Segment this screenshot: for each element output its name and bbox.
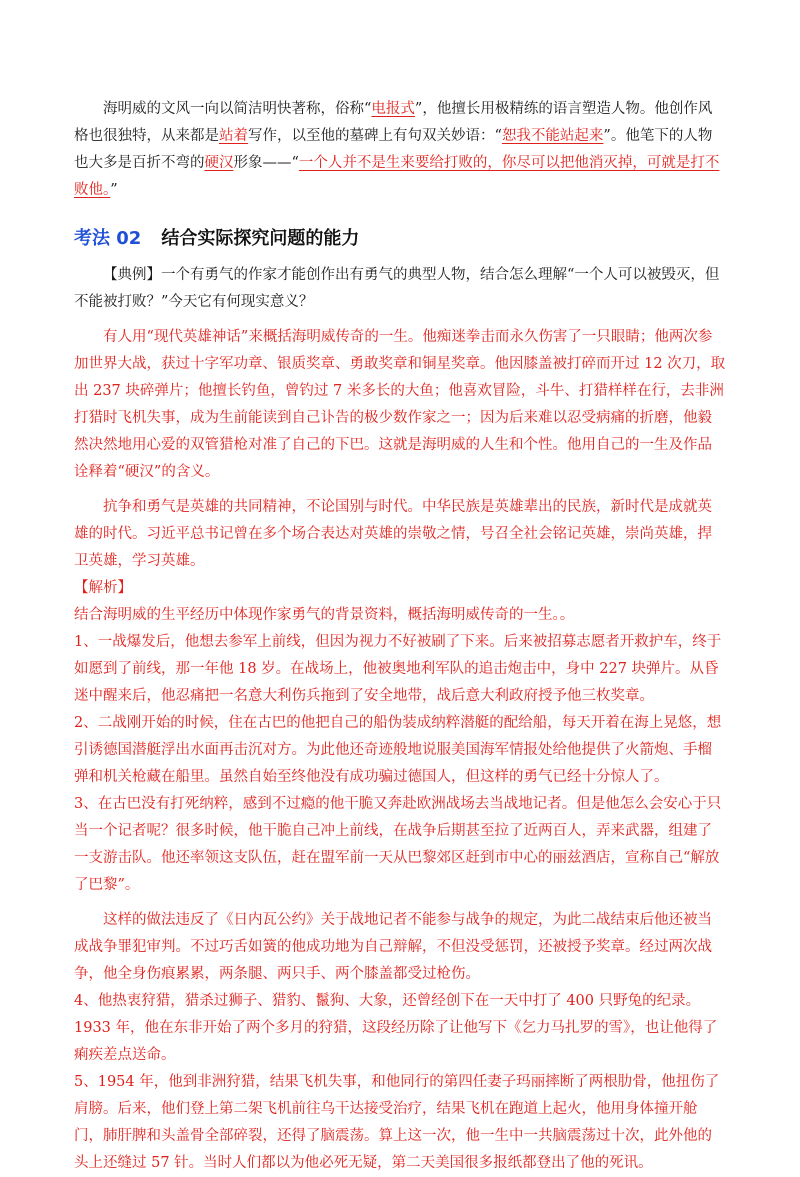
example-answer-paragraph-1: 有人用“现代英雄神话”来概括海明威传奇的一生。他痴迷拳击而永久伤害了一只眼睛；他两次参加世界大战，获过十字军功章、银质奖章、勇敢奖章和铜星奖章。他因膝盖被打碎而开过 12 次刀，取出 237 块碎弹片；他擅长钓鱼，曾钓过 7 米多长的大鱼；他喜欢冒险，斗牛、打猎样样在行，去非洲打猎时飞机失事，成为生前能读到自己讣告的极少数作家之一；因为后来难以忍受病痛的折磨，他毅然决然地用心爱的双管猎枪对准了自己的下巴。这就是海明威的人生和个性。他用自己的一生及作品诠释着“硬汉”的含义。 [74, 329, 726, 480]
intro-text: 写作，以至他的墓碑上有句双关妙语：“ [248, 128, 502, 144]
highlight-telegraph-style: 电报式 [371, 101, 415, 117]
analysis-item-5: 5、1954 年，他到非洲狩猎，结果飞机失事，和他同行的第四任妻子玛丽摔断了两根肋骨，他扭伤了肩膀。后来，他们登上第二架飞机前往乌干达接受治疗，结果飞机在跑道上起火，他用身体撞开舱门，肺肝脾和头盖骨全部碎裂，还得了脑震荡。算上这一次，他一生中一共脑震荡过十次，此外他的头上还缝过 57 针。当时人们都以为他必死无疑，第二天美国很多报纸都登出了他的死讯。 [74, 1074, 720, 1171]
example-label: 【典例】 [103, 267, 161, 283]
intro-text: 海明威的文风一向以简洁明快著称，俗称“ [103, 101, 372, 117]
highlight-epitaph: 恕我不能站起来 [501, 128, 604, 144]
intro-text: ”，他擅长用极精练的语言塑造人物。他创作风格也很独特，从来都是 [74, 101, 713, 144]
intro-text: ” [110, 182, 118, 198]
highlight-quote: 一个人并不是生来要给打败的，你尽可以把他消灭掉，可就是打不败他。 [74, 155, 720, 198]
highlight-standing: 站着 [219, 128, 248, 144]
section-tag: 考法 02 [74, 228, 142, 249]
analysis-item-2: 2、二战刚开始的时候，住在古巴的他把自己的船伪装成纳粹潜艇的配给船，每天开着在海上晃悠，想引诱德国潜艇浮出水面再击沉对方。为此他还奇迹般地说服美国海军情报处给他提供了火箭炮、手榴弹和机关枪藏在船里。虽然自始至终他没有成功骗过德国人，但这样的勇气已经十分惊人了。 [74, 715, 722, 785]
analysis-item-1: 1、一战爆发后，他想去参军上前线，但因为视力不好被刷了下来。后来被招募志愿者开救护车，终于如愿到了前线，那一年他 18 岁。在战场上，他被奥地利军队的追击炮击中，身中 227 块弹片。从昏迷中醒来后，他忍痛把一名意大利伤兵拖到了安全地带，战后意大利政府授予他三枚奖章。 [74, 634, 722, 704]
analysis-item-3: 3、在古巴没有打死纳粹，感到不过瘾的他干脆又奔赴欧洲战场去当战地记者。但是他怎么会安心于只当一个记者呢？很多时候，他干脆自己冲上前线，在战争后期甚至拉了近两百人，弄来武器，组建了一支游击队。他还率领这支队伍，赶在盟军前一天从巴黎郊区赶到市中心的丽兹酒店，宣称自己“解放了巴黎”。 [74, 796, 722, 893]
intro-text: 形象——“ [233, 155, 299, 171]
analysis-label: 【解析】 [74, 580, 132, 596]
intro-text: ”。他笔下的人物也大多是百折不弯的 [74, 128, 713, 171]
analysis-item-4: 4、他热衷狩猎，猎杀过狮子、猎豹、鬣狗、大象，还曾经创下在一天中打了 400 只野兔的纪录。1933 年，他在东非开始了两个多月的狩猎，这段经历除了让他写下《乞力马扎罗的雪》，也让他得了痢疾差点送命。 [74, 993, 718, 1063]
analysis-lead: 结合海明威的生平经历中体现作家勇气的背景资料，概括海明威传奇的一生。。 [74, 607, 575, 623]
intro-paragraph [74, 96, 726, 204]
example-question-text: 一个有勇气的作家才能创作出有勇气的典型人物，结合怎么理解“一个人可以被毁灭，但不能被打败？”今天它有何现实意义？ [74, 267, 720, 310]
example-question [74, 262, 726, 316]
section-title: 结合实际探究问题的能力 [161, 228, 360, 249]
highlight-tough-guy: 硬汉 [204, 155, 234, 171]
section-heading [74, 224, 726, 250]
analysis-item-3-continued: 这样的做法违反了《日内瓦公约》关于战地记者不能参与战争的规定，为此二战结束后他还被当成战争罪犯审判。不过巧舌如簧的他成功地为自己辩解，不但没受惩罚，还被授予奖章。经过两次战争，他全身伤痕累累，两条腿、两只手、两个膝盖都受过枪伤。 [74, 912, 712, 982]
example-answer-paragraph-2: 抗争和勇气是英雄的共同精神，不论国别与时代。中华民族是英雄辈出的民族，新时代是成就英雄的时代。习近平总书记曾在多个场合表达对英雄的崇敬之情，号召全社会铭记英雄，崇尚英雄，捍卫英雄，学习英雄。 [74, 499, 712, 569]
